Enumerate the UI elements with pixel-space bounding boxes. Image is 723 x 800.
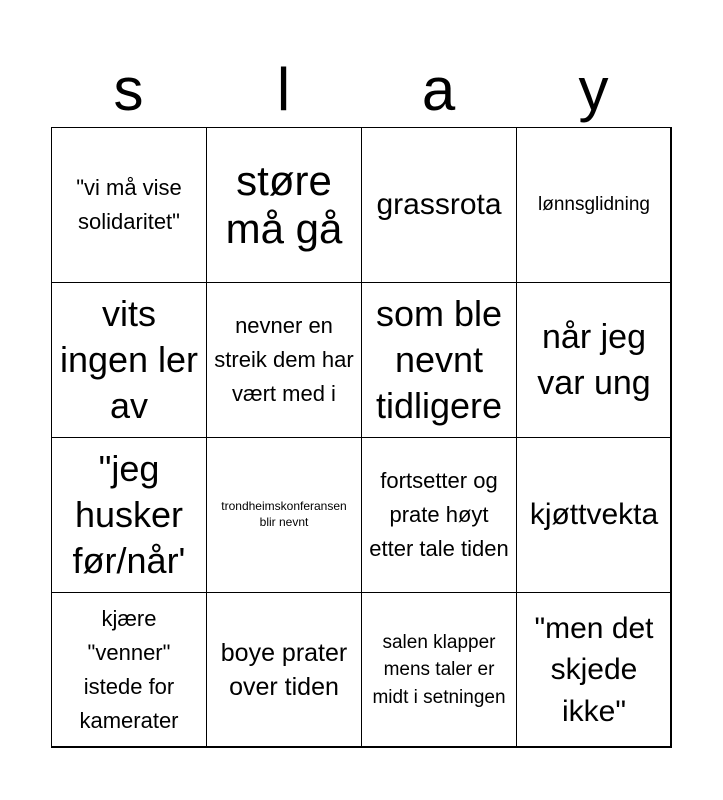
- bingo-cell-5[interactable]: [51, 282, 207, 438]
- bingo-cell-text: trondheimskonferansen blir nevnt: [221, 499, 347, 529]
- bingo-cell-3[interactable]: [361, 127, 517, 283]
- bingo-cell-12[interactable]: [516, 437, 672, 593]
- bingo-cell-text: fortsetter og prate høyt etter tale tiden: [369, 467, 509, 562]
- bingo-cell-4[interactable]: [516, 127, 672, 283]
- bingo-cell-text: salen klapper mens taler er midt i setningen: [372, 632, 506, 708]
- header-letter-a: a: [421, 56, 456, 123]
- bingo-cell-16[interactable]: [516, 592, 672, 748]
- bingo-cell-text: nevner en streik dem har vært med i: [214, 312, 354, 407]
- bingo-cell-text: boye prater over tiden: [220, 638, 348, 701]
- bingo-cell-text: vits ingen ler av: [59, 293, 199, 426]
- bingo-cell-text: grassrota: [376, 187, 502, 221]
- bingo-grid: [51, 127, 671, 747]
- bingo-header: [51, 52, 671, 128]
- bingo-cell-15[interactable]: [361, 592, 517, 748]
- bingo-cell-text: når jeg var ung: [537, 317, 651, 402]
- bingo-cell-10[interactable]: [206, 437, 362, 593]
- bingo-cell-text: støre må gå: [225, 157, 343, 252]
- bingo-cell-text: lønnsglidning: [538, 194, 650, 215]
- header-letter-s: s: [113, 56, 144, 123]
- bingo-cell-7[interactable]: [361, 282, 517, 438]
- bingo-cell-text: "men det skjede ikke": [534, 612, 654, 728]
- bingo-cell-text: som ble nevnt tidligere: [375, 293, 503, 426]
- bingo-cell-text: kjære "venner" istede for kamerater: [79, 605, 179, 734]
- bingo-cell-1[interactable]: [51, 127, 207, 283]
- bingo-cell-11[interactable]: [361, 437, 517, 593]
- bingo-cell-8[interactable]: [516, 282, 672, 438]
- header-letter-l: l: [276, 56, 291, 123]
- bingo-cell-6[interactable]: [206, 282, 362, 438]
- bingo-cell-13[interactable]: [51, 592, 207, 748]
- bingo-cell-2[interactable]: [206, 127, 362, 283]
- header-letter-y: y: [578, 56, 609, 123]
- bingo-cell-9[interactable]: [51, 437, 207, 593]
- bingo-cell-14[interactable]: [206, 592, 362, 748]
- bingo-cell-text: "jeg husker før/når': [72, 448, 186, 581]
- bingo-cell-text: kjøttvekta: [529, 497, 659, 531]
- bingo-cell-text: "vi må vise solidaritet": [76, 174, 182, 234]
